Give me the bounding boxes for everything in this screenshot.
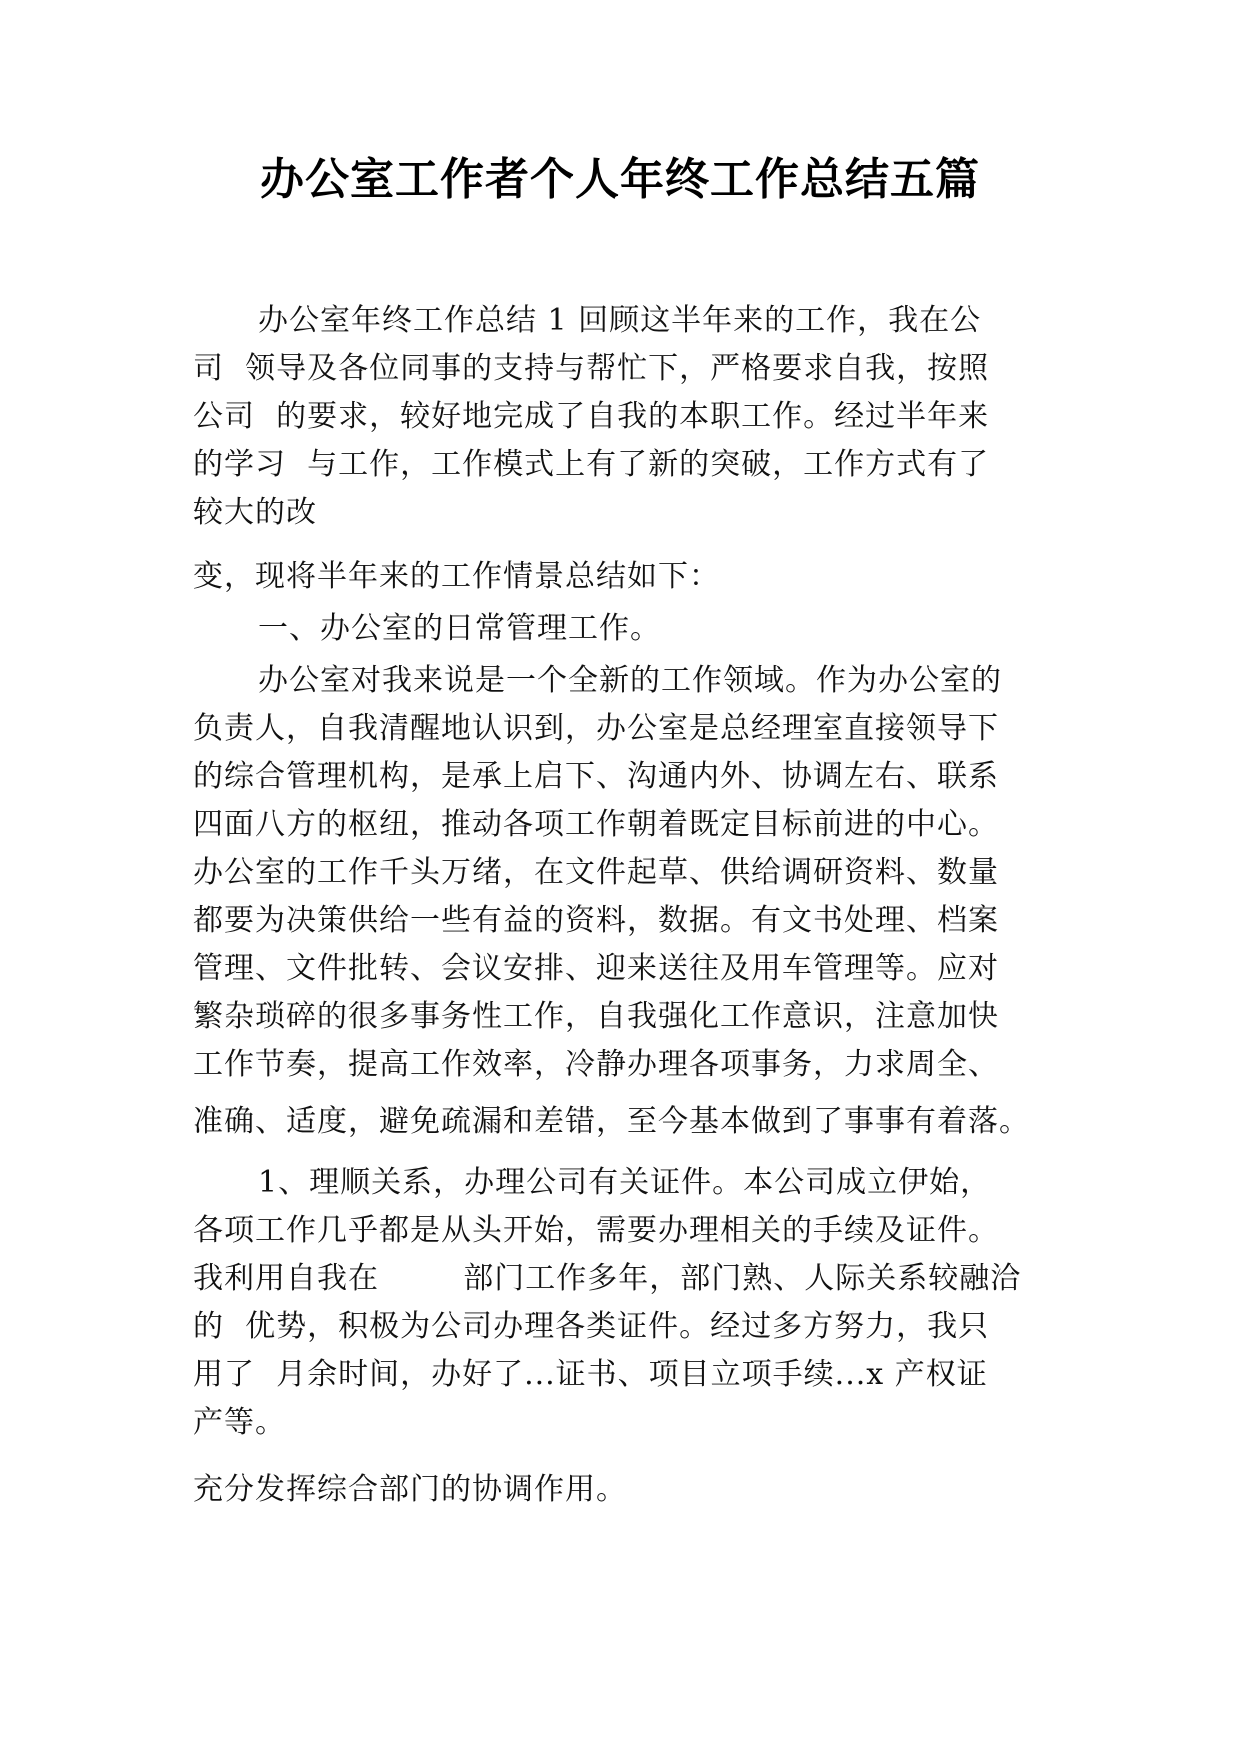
body-line: 负责人，自我清醒地认识到，办公室是总经理室直接领导下: [193, 711, 999, 746]
section-heading: 一、办公室的日常管理工作。: [258, 611, 661, 646]
body-line: 办公室的工作千头万绪，在文件起草、供给调研资料、数量: [193, 855, 999, 890]
body-line: 我利用自我在 部门工作多年，部门熟、人际关系较融洽: [193, 1261, 1022, 1296]
body-line: 准确、适度，避免疏漏和差错，至今基本做到了事事有着落。: [193, 1104, 1030, 1139]
body-line: 变，现将半年来的工作情景总结如下：: [193, 559, 720, 594]
body-line: 1、理顺关系，办理公司有关证件。本公司成立伊始，: [258, 1165, 992, 1200]
body-line: 用了 月余时间，办好了...证书、项目立项手续...x 产权证: [193, 1357, 988, 1392]
document-title: 办公室工作者个人年终工作总结五篇: [260, 154, 980, 205]
body-line: 工作节奏，提高工作效率，冷静办理各项事务，力求周全、: [193, 1047, 999, 1082]
body-line: 充分发挥综合部门的协调作用。: [193, 1472, 627, 1507]
body-line: 办公室对我来说是一个全新的工作领域。作为办公室的: [258, 663, 1002, 698]
body-line: 的 优势，积极为公司办理各类证件。经过多方努力，我只: [193, 1309, 990, 1344]
body-line: 的学习 与工作，工作模式上有了新的突破，工作方式有了: [193, 447, 990, 482]
body-line: 各项工作几乎都是从头开始，需要办理相关的手续及证件。: [193, 1213, 999, 1248]
body-line: 公司 的要求，较好地完成了自我的本职工作。经过半年来: [193, 399, 990, 434]
body-line: 司 领导及各位同事的支持与帮忙下，严格要求自我，按照: [193, 351, 990, 386]
body-line: 较大的改: [193, 495, 317, 530]
body-line: 产等。: [193, 1405, 286, 1440]
body-line: 办公室年终工作总结 1 回顾这半年来的工作，我在公: [258, 303, 982, 338]
body-line: 繁杂琐碎的很多事务性工作，自我强化工作意识，注意加快: [193, 999, 999, 1034]
body-line: 的综合管理机构，是承上启下、沟通内外、协调左右、联系: [193, 759, 999, 794]
body-line: 四面八方的枢纽，推动各项工作朝着既定目标前进的中心。: [193, 807, 999, 842]
body-line: 管理、文件批转、会议安排、迎来送往及用车管理等。应对: [193, 951, 999, 986]
body-line: 都要为决策供给一些有益的资料，数据。有文书处理、档案: [193, 903, 999, 938]
